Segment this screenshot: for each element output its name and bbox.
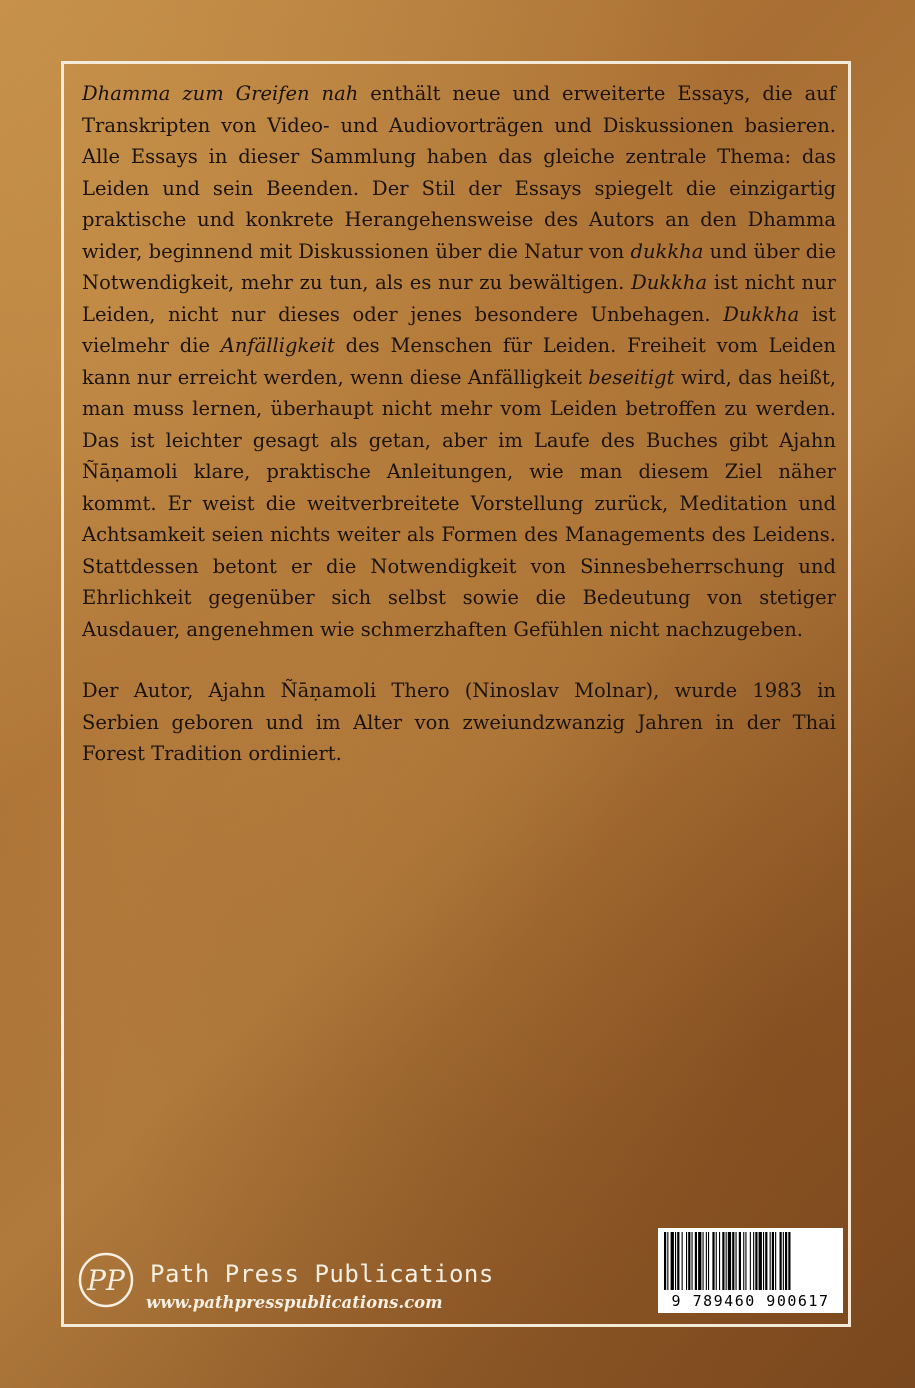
barcode-bar [686,1232,687,1290]
barcode-bar [743,1232,744,1290]
italic-term: Dukkha [723,302,800,326]
barcode-bar [759,1232,762,1290]
barcode-bar [677,1232,679,1290]
barcode-bar [688,1232,690,1290]
text-run: ist vielmehr die [82,302,837,357]
barcode-bar [750,1232,751,1290]
text-run: wird, das heißt, man muss lernen, überhaupt nicht mehr vom Leiden betroffen zu werden. Das ist leichter gesagt als getan, aber im Laufe des Buches gibt Ajahn Ñāṇamoli klare, praktische Anleitungen, wie man diesem Ziel näher kommt. Er weist die weitverbreitete Vorstellung zurück, Meditation und Achtsamkeit seien nichts weiter als Formen des Managements des Leidens. Stattdessen betont er die Notwendigkeit von Sinnesbeherrschung und Ehrlichkeit gegenüber sich selbst sowie die Bedeutung von stetiger Ausdauer, angenehmen wie schmerzhaften Gefühlen nicht nachzugeben. [82,365,836,641]
publisher-logo-icon [78,1252,134,1308]
barcode-bar [765,1232,767,1290]
barcode-bar [698,1232,701,1290]
barcode-bar [664,1232,666,1290]
barcode-bar [783,1232,784,1290]
barcode-bar [785,1232,787,1290]
text-run: des Menschen für Leiden. Freiheit vom Leiden kann nur erreicht werden, wenn diese Anfälligkeit [82,334,836,389]
blurb-paragraph-1 [82,78,836,645]
barcode-bar [739,1232,741,1290]
text-run: ist nicht nur Leiden, nicht nur dieses oder jenes besondere Unbehagen. [82,271,836,326]
text-run: enthält neue und erweiterte Essays, die auf Transkripten von Video- und Audiovorträgen und Diskussionen basieren. Alle Essays in dieser Sammlung haben das gleiche zentrale Thema: das Leiden und sein Beenden. Der Stil der Essays spiegelt die einzigartig praktische und konkrete Herangehensweise des Autors an den Dhamma wider, beginnend mit Diskussionen über die Natur von [82,82,836,263]
barcode-bar [682,1232,683,1290]
publisher-logo-letters: PP [87,1264,125,1297]
italic-term: Dukkha [631,271,708,294]
barcode-bar [753,1232,754,1290]
author-bio-paragraph: Der Autor, Ajahn Ñāṇamoli Thero (Ninoslav Molnar), wurde 1983 in Serbien geboren und im Alter von zweiundzwanzig Jahren in der Thai Forest Tradition ordiniert. [82,679,836,765]
publisher-name: Path Press Publications [150,1260,494,1288]
publisher-url[interactable]: www.pathpresspublications.com [146,1293,443,1312]
barcode-bar [695,1232,697,1290]
barcode-bar [728,1232,731,1290]
italic-term: dukkha [630,239,704,263]
barcode-bar [763,1232,764,1290]
barcode-bar [703,1232,704,1290]
barcode-bar [692,1232,693,1290]
barcode-bar [732,1232,734,1290]
barcode-bar [775,1232,776,1290]
barcode-bar [712,1232,714,1290]
barcode-bar [755,1232,757,1290]
barcode-bar [745,1232,746,1290]
barcode-bar [719,1232,720,1290]
back-cover-blurb [82,78,836,800]
barcode-bar [726,1232,727,1290]
italic-term: Dhamma zum Greifen nah [82,82,359,105]
barcode-bar [671,1232,674,1290]
barcode-bars [662,1232,839,1290]
isbn-barcode [658,1228,843,1313]
barcode-bar [780,1232,782,1290]
italic-term: beseitigt [588,365,675,389]
barcode-bar [736,1232,737,1290]
publisher-imprint [78,1252,578,1332]
barcode-bar [788,1232,790,1290]
barcode-bar [772,1232,774,1290]
barcode-bar [716,1232,717,1290]
barcode-bar [706,1232,707,1290]
barcode-bar [722,1232,724,1290]
italic-term: Anfälligkeit [220,334,335,357]
barcode-bar [708,1232,709,1290]
isbn-number: 9 789460 900617 [671,1292,830,1310]
barcode-bar [667,1232,668,1290]
barcode-bar [770,1232,771,1290]
text-run: und über die Notwendigkeit, mehr zu tun, als es nur zu bewältigen. [82,239,836,294]
barcode-bar [675,1232,676,1290]
